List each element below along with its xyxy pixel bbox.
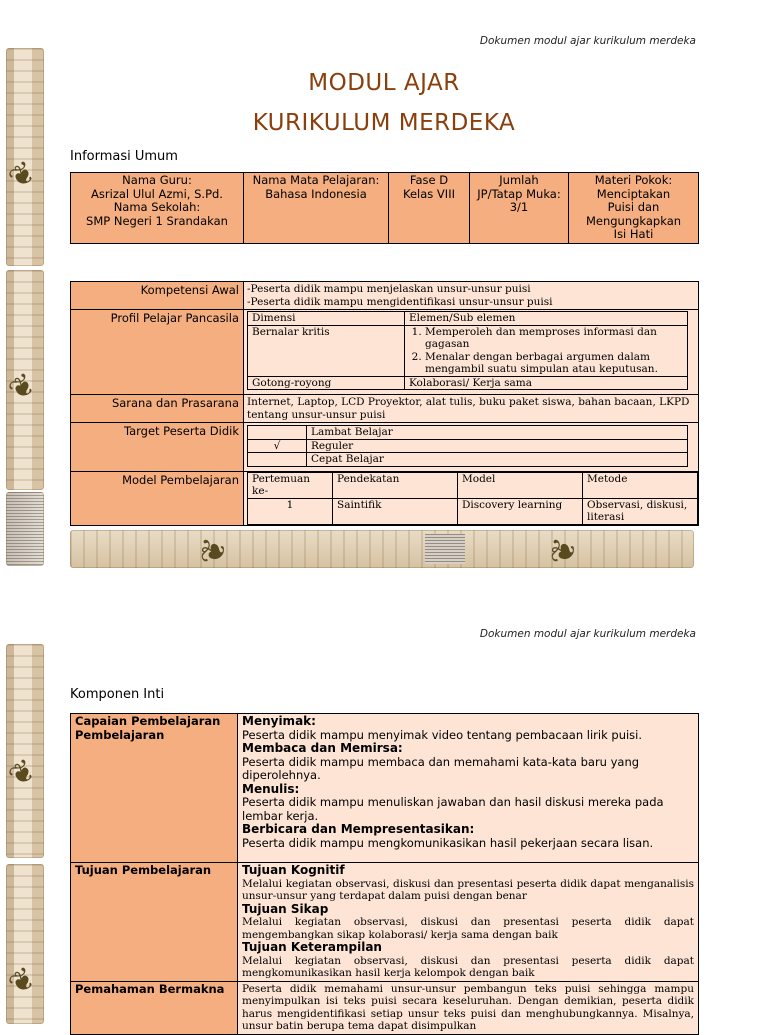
table-row xyxy=(71,282,699,310)
check-cell xyxy=(248,453,307,467)
table-row xyxy=(248,325,688,376)
tujuan-text: Melalui kegiatan observasi, diskusi dan presentasi peserta didik dapat mengkomunikasikan hasil kerja kelompok dengan baik xyxy=(242,954,694,979)
elemen-cell: Kolaborasi/ Kerja sama xyxy=(405,376,688,390)
value-jp: 3/1 xyxy=(509,200,529,214)
page-title: MODUL AJAR xyxy=(308,70,460,96)
capaian-label-line: Pembelajaran xyxy=(75,727,165,742)
kompetensi-line: -Peserta didik mampu menjelaskan unsur-unsur puisi xyxy=(247,283,531,295)
fern-icon: ❦ xyxy=(2,365,43,410)
header-metode: Metode xyxy=(583,472,698,498)
label-materi-pokok: Materi Pokok: xyxy=(594,173,673,187)
label-capaian xyxy=(71,714,238,863)
document-header: Dokumen modul ajar kurikulum merdeka xyxy=(479,35,696,47)
value-materi-3: Mengungkapkan xyxy=(585,213,682,228)
value-fase: Fase D xyxy=(409,173,449,187)
value-model xyxy=(244,471,699,525)
elemen-list xyxy=(409,326,683,376)
capaian-head: Membaca dan Memirsa: xyxy=(242,741,403,755)
value-capaian xyxy=(238,714,699,863)
table-row xyxy=(248,312,688,326)
table-row xyxy=(248,376,688,390)
list-item: 2. Menalar dengan berbagai argumen dalam mengambil suatu simpulan atau keputusan. xyxy=(425,351,683,376)
fern-icon: ❦ xyxy=(2,751,43,796)
list-item: 1. Memperoleh dan memproses informasi dan gagasan xyxy=(425,326,683,351)
label-nama-sekolah: Nama Sekolah: xyxy=(113,200,201,214)
target-name: Lambat Belajar xyxy=(307,426,688,440)
label-profil-pelajar: Profil Pelajar Pancasila xyxy=(71,310,244,395)
komponen-inti-table xyxy=(70,713,699,1035)
cell-jumlah-jp xyxy=(470,173,569,244)
label-model: Model Pembelajaran xyxy=(71,471,244,525)
value-nama-guru: Asrizal Ulul Azmi, S.Pd. xyxy=(91,186,223,201)
table-row xyxy=(71,423,699,472)
value-metode: Observasi, diskusi, literasi xyxy=(583,498,698,524)
target-name: Cepat Belajar xyxy=(307,453,688,467)
tujuan-head: Tujuan Kognitif xyxy=(242,863,345,877)
fern-icon: ❦ xyxy=(192,534,235,568)
table-row xyxy=(71,714,699,863)
table-row xyxy=(248,453,688,467)
informasi-umum-table xyxy=(70,172,699,244)
kompetensi-line: -Peserta didik mampu mengidentifikasi unsur-unsur puisi xyxy=(247,295,553,308)
document-header: Dokumen modul ajar kurikulum merdeka xyxy=(479,628,696,640)
cell-guru xyxy=(71,173,244,244)
value-tujuan xyxy=(238,863,699,982)
value-model-name: Discovery learning xyxy=(458,498,583,524)
value-pendekatan: Saintifik xyxy=(333,498,458,524)
model-inner-table xyxy=(247,472,698,525)
label-sarana: Sarana dan Prasarana xyxy=(71,395,244,423)
capaian-head: Menyimak: xyxy=(242,714,316,728)
table-row xyxy=(248,498,698,524)
section-label-komponen-inti: Komponen Inti xyxy=(70,687,165,702)
capaian-head: Menulis: xyxy=(242,781,300,796)
label-jumlah: Jumlah xyxy=(499,173,539,187)
table-row xyxy=(71,395,699,423)
table-row xyxy=(71,173,699,244)
tujuan-head: Tujuan Keterampilan xyxy=(242,940,382,954)
value-pemahaman xyxy=(238,981,699,1034)
label-tujuan: Tujuan Pembelajaran xyxy=(71,863,238,982)
capaian-text: Peserta didik mampu mengkomunikasikan hasil pekerjaan secara lisan. xyxy=(242,835,654,850)
section-label-informasi-umum: Informasi Umum xyxy=(70,149,178,164)
tujuan-head: Tujuan Sikap xyxy=(242,901,329,916)
dimensi-cell: Gotong-royong xyxy=(248,376,405,390)
fern-icon: ❦ xyxy=(2,153,43,198)
header-pendekatan: Pendekatan xyxy=(333,472,458,498)
capaian-head: Berbicara dan Mempresentasikan: xyxy=(242,822,475,836)
capaian-label-line: Capaian Pembelajaran xyxy=(75,714,221,728)
profil-inner-table xyxy=(247,311,688,390)
label-target: Target Peserta Didik xyxy=(71,423,244,472)
decorative-newsprint-strip xyxy=(6,492,44,566)
header-dimensi: Dimensi xyxy=(248,312,405,326)
cell-mata-pelajaran xyxy=(244,173,389,244)
cell-fase xyxy=(389,173,470,244)
value-kompetensi-awal xyxy=(244,282,699,310)
check-cell xyxy=(248,426,307,440)
label-nama-guru: Nama Guru: xyxy=(122,173,192,187)
label-jp-tatap-muka: JP/Tatap Muka: xyxy=(477,186,561,201)
value-target xyxy=(244,423,699,472)
decorative-side-strip xyxy=(2,270,44,490)
detail-table xyxy=(70,281,699,526)
capaian-text: Peserta didik mampu membaca dan memahami kata-kata baru yang diperolehnya. xyxy=(242,754,640,782)
value-sarana: Internet, Laptop, LCD Proyektor, alat tulis, buku paket siswa, bahan bacaan, LKPD tentang unsur-unsur puisi xyxy=(244,395,699,423)
value-mata-pelajaran: Bahasa Indonesia xyxy=(265,186,367,201)
newsprint-patch xyxy=(425,534,465,564)
table-row xyxy=(248,472,698,498)
header-elemen: Elemen/Sub elemen xyxy=(405,312,688,326)
tujuan-text: Melalui kegiatan observasi, diskusi dan presentasi peserta didik dapat mengembangkan sikap kolaborasi/ kerja sama dengan baik xyxy=(242,916,694,941)
table-row xyxy=(71,471,699,525)
cell-materi-pokok xyxy=(569,173,699,244)
value-materi-4: Isi Hati xyxy=(613,227,654,241)
check-cell: √ xyxy=(248,439,307,453)
table-row xyxy=(71,981,699,1034)
dimensi-cell: Bernalar kritis xyxy=(248,325,405,376)
elemen-cell xyxy=(405,325,688,376)
table-row xyxy=(248,426,688,440)
capaian-text: Peserta didik mampu menyimak video tentang pembacaan lirik puisi. xyxy=(242,727,643,742)
value-kelas: Kelas VIII xyxy=(403,186,455,201)
table-row xyxy=(71,310,699,395)
decorative-side-strip xyxy=(2,864,44,1024)
label-kompetensi-awal: Kompetensi Awal xyxy=(71,282,244,310)
fern-icon: ❦ xyxy=(542,534,585,568)
page-subtitle: KURIKULUM MERDEKA xyxy=(252,110,516,136)
value-profil-pelajar xyxy=(244,310,699,395)
value-materi-2: Puisi dan xyxy=(607,200,660,214)
target-inner-table xyxy=(247,425,688,467)
tujuan-text: Melalui kegiatan observasi, diskusi dan presentasi peserta didik dapat menganalisis unsur-unsur yang terdapat dalam puisi dengan benar xyxy=(242,877,694,902)
fern-icon: ❦ xyxy=(2,959,43,1004)
table-row xyxy=(71,863,699,982)
label-mata-pelajaran: Nama Mata Pelajaran: xyxy=(252,173,380,187)
target-name: Reguler xyxy=(307,439,688,453)
decorative-banner xyxy=(70,530,694,568)
value-materi-1: Menciptakan xyxy=(596,186,671,201)
capaian-text: Peserta didik mampu menuliskan jawaban dan hasil diskusi mereka pada lembar kerja. xyxy=(242,795,664,823)
pemahaman-text: Peserta didik memahami unsur-unsur pembangun teks puisi sehingga mampu menyimpulkan isi teks puisi secara keseluruhan. Dengan demikian, peserta didik harus mengidentifikasi setiap unsur teks puisi dan menghubungkannya. Misalnya, unsur batin berupa tema dapat disimpulkan xyxy=(242,982,694,1032)
label-pemahaman: Pemahaman Bermakna xyxy=(71,981,238,1034)
value-nama-sekolah: SMP Negeri 1 Srandakan xyxy=(86,213,228,228)
decorative-side-strip xyxy=(2,644,44,858)
header-pertemuan: Pertemuan ke- xyxy=(248,472,333,498)
value-pertemuan: 1 xyxy=(248,498,333,524)
header-model: Model xyxy=(458,472,583,498)
table-row xyxy=(248,439,688,453)
